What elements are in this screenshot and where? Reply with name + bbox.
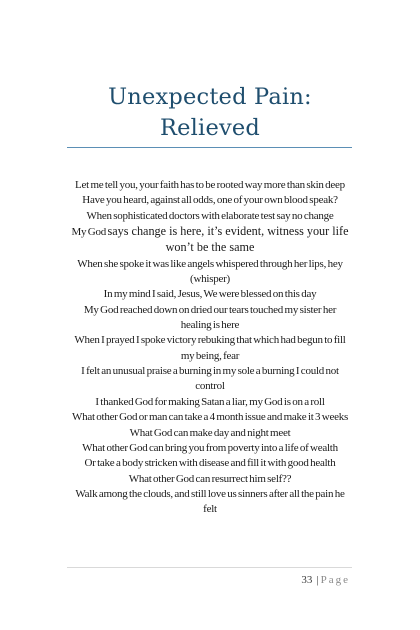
poem-line: When I prayed I spoke victory rebuking that which had begun to fill my being, fear bbox=[74, 334, 346, 362]
poem-line: What other God can bring you from poverty into a life of wealth bbox=[82, 441, 338, 454]
poem-line-start: My God bbox=[71, 226, 106, 239]
poem-line: I thanked God for making Satan a liar, my God is on a roll bbox=[95, 395, 325, 408]
poem-line: When sophisticated doctors with elaborate test say no change bbox=[86, 209, 334, 222]
poem-body bbox=[68, 178, 352, 518]
poem-line: Or take a body stricken with disease and fill it with good health bbox=[84, 457, 336, 470]
poem-line: What other God or man can take a 4 month issue and make it 3 weeks bbox=[71, 411, 349, 424]
page-footer bbox=[301, 574, 350, 586]
title-divider bbox=[67, 147, 352, 148]
poem-line: In my mind I said, Jesus, We were blessed on this day bbox=[103, 288, 317, 301]
poem-line bbox=[68, 224, 352, 257]
title-line-1: Unexpected Pain: bbox=[108, 84, 312, 110]
footer-separator: | bbox=[316, 574, 319, 586]
footer-divider bbox=[67, 567, 352, 568]
poem-line: My God reached down on dried our tears touched my sister her healing is here bbox=[83, 303, 337, 332]
poem-line: I felt an unusual praise a burning in my sole a burning I could not control bbox=[81, 365, 339, 393]
page-label: Page bbox=[320, 574, 350, 586]
page-title bbox=[0, 82, 420, 144]
poem-line: What other God can resurrect him self?? bbox=[128, 472, 292, 485]
poem-line: What God can make day and night meet bbox=[129, 426, 291, 439]
poem-line: Let me tell you, your faith has to be rooted way more than skin deep bbox=[75, 179, 345, 191]
poem-line: Walk among the clouds, and still love us sinners after all the pain he felt bbox=[75, 487, 345, 516]
poem-line: When she spoke it was like angels whispered through her lips, hey (whisper) bbox=[77, 257, 343, 286]
title-line-2: Relieved bbox=[160, 115, 260, 141]
poem-line: Have you heard, against all odds, one of your own blood speak? bbox=[82, 194, 338, 207]
poem-line-emphasis: says change is here, it’s evident, witness your life won’t be the same bbox=[107, 224, 349, 255]
page-number: 33 bbox=[301, 574, 313, 586]
